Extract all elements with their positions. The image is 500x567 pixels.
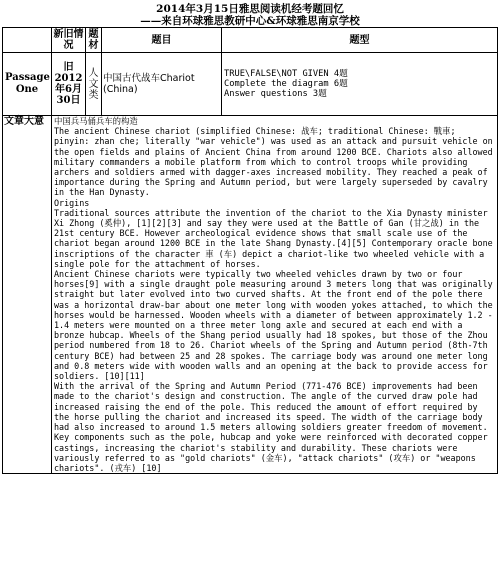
subject-cell: 人文类 <box>86 53 102 116</box>
question-type-item: Answer questions 3题 <box>224 89 327 99</box>
passage-paragraph: 中国兵马俑兵车的构造 <box>54 116 138 126</box>
title-cell: 中国古代战车Chariot (China) <box>102 53 222 116</box>
gist-label: 文章大意 <box>3 116 52 474</box>
table-row <box>3 53 498 116</box>
passage-text <box>52 116 498 474</box>
gist-row <box>3 116 498 474</box>
passage-paragraph: Traditional sources attribute the invention of the chariot to the Xia Dynasty minister Xi Zhong (奚仲), [1][2][3] and say they were used at the Battle of Gan (甘之战) in the 21st century BCE. However archeological evidence shows that small scale use of the chariot began around 1200 BCE in the late Shang Dynasty.[4][5] Contemporary oracle bone inscriptions of the character 車 (车) depict a chariot-like two wheeled vehicle with a single pole for the attachment of horses. <box>54 207 493 269</box>
column-header-subject: 题材 <box>86 28 102 53</box>
question-types-cell <box>222 53 498 116</box>
column-header-status: 新旧情况 <box>53 29 84 51</box>
question-type-item: Complete the diagram 6题 <box>224 79 348 89</box>
passage-paragraph: With the arrival of the Spring and Autumn Period (771-476 BCE) improvements had been made to the chariot's design and construction. The angle of the curved draw pole had increased raising the end of the pole. This reduced the amount of effort required by the horse pulling the chariot and increased its speed. The width of the carriage body had also increased to around 1.5 meters allowing soldiers greater freedom of movement. Key components such as the pole, hubcap and yoke were reinforced with decorated copper castings, increasing the chariot's stability and durability. These chariots were variously referred to as "gold chariots" (金车), "attack chariots" (攻车) or "weapons chariots". (戎车) [10] <box>54 381 488 473</box>
header-blank-cell <box>3 28 52 53</box>
document-header <box>2 2 498 27</box>
exam-table <box>2 27 498 474</box>
passage-label: Passage One <box>3 53 52 116</box>
question-type-item: TRUE\FALSE\NOT GIVEN 4题 <box>224 69 348 79</box>
passage-heading: Origins <box>54 197 90 208</box>
header-subtitle: ——来自环球雅思教研中心&环球雅思南京学校 <box>140 15 360 27</box>
passage-paragraph: The ancient Chinese chariot (simplified Chinese: 战车; traditional Chinese: 戰車; pinyin: zhan che; literally "war vehicle") was used as an attack and pursuit vehicle on the open fields and plains of Ancient China from around 1200 BCE. Chariots also allowed military commanders a mobile platform from which to control troops while providing archers and soldiers armed with dagger-axes increased mobility. They reached a peak of importance during the Spring and Autumn period, but were largely superseded by cavalry in the Han Dynasty. <box>54 126 493 198</box>
column-header-question-type: 题型 <box>222 28 498 53</box>
header-title: 2014年3月15日雅思阅读机经考题回忆 <box>156 3 344 15</box>
status-cell: 旧 2012年6月30日 <box>52 53 86 116</box>
passage-paragraph: Ancient Chinese chariots were typically two wheeled vehicles drawn by two or four horses[9] with a single draught pole measuring around 3 meters long that was originally straight but later evolved into two curved shafts. At the front end of the pole there was a horizontal draw-bar about one meter long with wooden yokes attached, to which the horses would be harnessed. Wooden wheels with a diameter of between approximately 1.2 - 1.4 meters were mounted on a three meter long axle and secured at each end with a bronze hubcap. Wheels of the Shang period usually had 18 spokes, but those of the Zhou period numbered from 18 to 26. Chariot wheels of the Spring and Autumn period (8th-7th century BCE) had between 25 and 28 spokes. The carriage body was around one meter long and 0.8 meters wide with wooden walls and an opening at the back to provide access for soldiers. [10][11] <box>54 269 493 382</box>
table-header-row <box>3 28 498 53</box>
document-page <box>2 2 498 474</box>
column-header-title: 题目 <box>102 28 222 53</box>
